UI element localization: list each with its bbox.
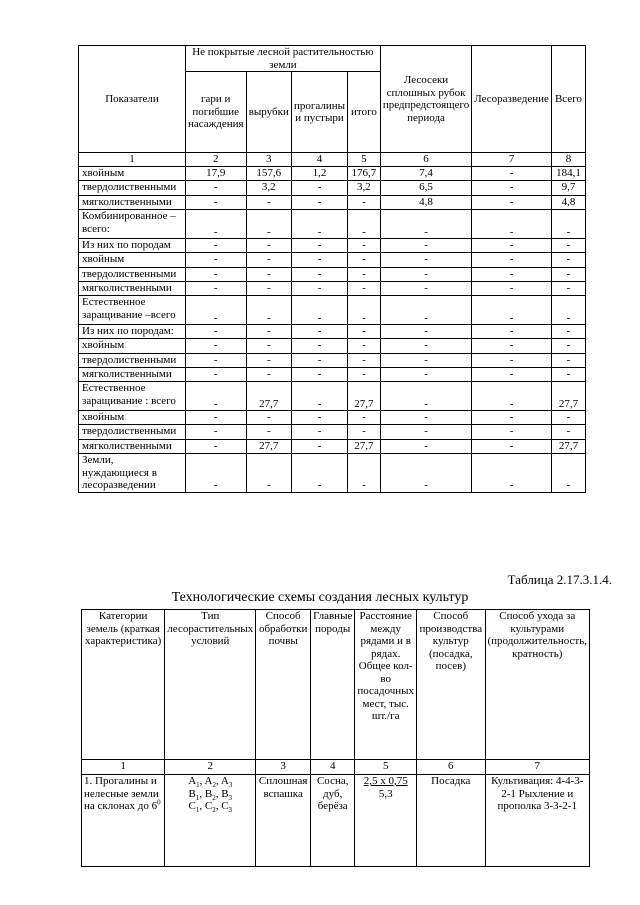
header-clearings: вырубки	[246, 72, 291, 153]
value-cell: -	[472, 268, 552, 282]
value-cell: -	[380, 325, 471, 339]
value-cell: -	[292, 239, 348, 253]
table-row	[79, 196, 586, 210]
table-row	[79, 411, 586, 425]
value-cell: -	[472, 440, 552, 454]
column-number: 6	[380, 153, 471, 167]
value-cell: -	[348, 411, 381, 425]
value-cell: 9,7	[551, 181, 585, 196]
row-label: мягколиственными	[79, 196, 186, 210]
row-label: Из них по породам:	[79, 325, 186, 339]
spacing-value: 2,5 х 0,75	[363, 775, 408, 787]
table-row	[79, 253, 586, 268]
value-cell: -	[292, 339, 348, 354]
value-cell: -	[380, 425, 471, 440]
row-label: мягколиственными	[79, 440, 186, 454]
value-cell: -	[472, 296, 552, 325]
value-cell: -	[292, 282, 348, 296]
value-cell: -	[380, 296, 471, 325]
value-cell: 157,6	[246, 167, 291, 181]
header-spacing: Расстояние между рядами и в рядах. Общее кол-во посадочных мест, тыс. шт./га	[355, 610, 417, 760]
header-care-method: Способ ухода за культурами (продолжительность, кратность)	[485, 610, 590, 760]
site-type-letter: A	[188, 775, 197, 787]
column-numbers-row	[79, 153, 586, 167]
header-main-species: Главные породы	[311, 610, 355, 760]
value-cell: -	[292, 196, 348, 210]
value-cell: -	[348, 454, 381, 493]
site-type-code	[188, 775, 200, 790]
value-cell: -	[472, 425, 552, 440]
value-cell: -	[292, 382, 348, 411]
value-cell: 3,2	[348, 181, 381, 196]
value-cell: -	[380, 210, 471, 239]
value-cell: -	[246, 253, 291, 268]
value-cell: -	[185, 196, 246, 210]
value-cell: -	[380, 354, 471, 368]
value-cell: -	[380, 382, 471, 411]
header-soil-treatment: Способ обработки почвы	[256, 610, 311, 760]
value-cell: -	[380, 454, 471, 493]
value-cell: -	[348, 368, 381, 382]
header-planting-method: Способ производства культур (посадка, посев)	[417, 610, 485, 760]
value-cell: -	[348, 253, 381, 268]
value-cell: -	[472, 339, 552, 354]
row-label: хвойным	[79, 339, 186, 354]
header-burns: гари и погибшие насаждения	[185, 72, 246, 153]
value-cell: -	[472, 368, 552, 382]
value-cell: -	[185, 382, 246, 411]
soil-treatment-cell: Сплошная вспашка	[256, 775, 311, 867]
row-label: твердолиственными	[79, 354, 186, 368]
site-type-letter: B	[188, 787, 196, 800]
value-cell: -	[246, 368, 291, 382]
table-row	[79, 339, 586, 354]
value-cell: 27,7	[246, 382, 291, 411]
value-cell: 184,1	[551, 167, 585, 181]
value-cell: 27,7	[551, 440, 585, 454]
value-cell: -	[348, 282, 381, 296]
column-number: 7	[485, 760, 590, 775]
value-cell: -	[551, 339, 585, 354]
value-cell: -	[472, 253, 552, 268]
value-cell: -	[472, 196, 552, 210]
value-cell: -	[551, 268, 585, 282]
column-number: 7	[472, 153, 552, 167]
value-cell: 6,5	[380, 181, 471, 196]
header-afforestation: Лесоразведение	[472, 46, 552, 153]
value-cell: -	[185, 268, 246, 282]
value-cell: -	[185, 210, 246, 239]
value-cell: -	[246, 210, 291, 239]
value-cell: -	[292, 454, 348, 493]
column-number: 8	[551, 153, 585, 167]
value-cell: -	[246, 411, 291, 425]
value-cell: -	[472, 325, 552, 339]
value-cell: -	[292, 425, 348, 440]
value-cell: 1,2	[292, 167, 348, 181]
value-cell: -	[380, 440, 471, 454]
value-cell: -	[185, 325, 246, 339]
row-label: Естественное заращивание : всего	[79, 382, 186, 411]
site-type-index: 1	[195, 806, 200, 815]
value-cell: -	[380, 411, 471, 425]
degree-superscript: 0	[157, 798, 161, 807]
table-row	[79, 210, 586, 239]
value-cell: -	[185, 440, 246, 454]
header-total: Всего	[551, 46, 585, 153]
land-category-cell	[82, 775, 165, 867]
value-cell: 7,4	[380, 167, 471, 181]
table-row	[79, 239, 586, 253]
row-label: твердолиственными	[79, 268, 186, 282]
value-cell: -	[472, 181, 552, 196]
main-species-cell: Сосна, дуб, берёза	[311, 775, 355, 867]
value-cell: -	[246, 454, 291, 493]
value-cell: -	[185, 411, 246, 425]
column-number: 4	[292, 153, 348, 167]
site-type-code	[221, 788, 232, 800]
value-cell: -	[246, 325, 291, 339]
site-type-letter: C	[204, 800, 213, 812]
value-cell: -	[292, 268, 348, 282]
value-cell: -	[348, 210, 381, 239]
value-cell: -	[348, 239, 381, 253]
value-cell: -	[551, 239, 585, 253]
column-number: 5	[355, 760, 417, 775]
value-cell: 27,7	[348, 382, 381, 411]
site-type-code	[189, 788, 200, 800]
table-row	[79, 440, 586, 454]
header-glades: прогалины и пустыри	[292, 72, 348, 153]
column-number: 3	[256, 760, 311, 775]
row-label: Из них по породам	[79, 239, 186, 253]
value-cell: -	[380, 239, 471, 253]
value-cell: 27,7	[551, 382, 585, 411]
table-row	[79, 268, 586, 282]
value-cell: -	[185, 239, 246, 253]
site-type-letter: C	[188, 800, 196, 812]
value-cell: -	[472, 282, 552, 296]
value-cell: -	[348, 268, 381, 282]
value-cell: -	[551, 325, 585, 339]
value-cell: -	[551, 253, 585, 268]
value-cell: -	[472, 411, 552, 425]
value-cell: -	[380, 268, 471, 282]
value-cell: 4,8	[551, 196, 585, 210]
value-cell: -	[551, 454, 585, 493]
value-cell: -	[551, 282, 585, 296]
technology-schemes-table	[81, 609, 590, 867]
row-label: Комбинированное – всего:	[79, 210, 186, 239]
table-row	[82, 775, 590, 867]
row-label: Земли, нуждающиеся в лесоразведении	[79, 454, 186, 493]
column-number: 2	[185, 153, 246, 167]
value-cell: -	[348, 325, 381, 339]
table-row	[79, 368, 586, 382]
planting-method-cell: Посадка	[417, 775, 485, 867]
site-type-letter: A	[204, 775, 213, 787]
value-cell: 4,8	[380, 196, 471, 210]
value-cell: -	[472, 210, 552, 239]
row-label: хвойным	[79, 411, 186, 425]
site-type-index: 3	[228, 793, 233, 802]
site-type-index: 2	[212, 793, 216, 802]
header-indicators: Показатели	[79, 46, 186, 153]
value-cell: -	[185, 282, 246, 296]
table-row	[79, 282, 586, 296]
value-cell: -	[472, 167, 552, 181]
value-cell: -	[292, 411, 348, 425]
site-type-code	[188, 800, 200, 815]
value-cell: -	[292, 325, 348, 339]
value-cell: -	[185, 339, 246, 354]
value-cell: -	[185, 181, 246, 196]
site-type-index: 2	[212, 806, 216, 815]
value-cell: 176,7	[348, 167, 381, 181]
column-number: 4	[311, 760, 355, 775]
column-number: 1	[82, 760, 165, 775]
value-cell: -	[185, 354, 246, 368]
site-types-cell: $A_1$, $A_2$, $A_3$ $B_1$, $B_2$, $B_3$ $C_1$, $C_2$, $C_3$	[165, 775, 256, 867]
value-cell: -	[551, 354, 585, 368]
site-type-letter: C	[221, 800, 229, 812]
value-cell: -	[551, 210, 585, 239]
care-method-cell: Культивация: 4-4-3-2-1 Рыхление и прополка 3-3-2-1	[485, 775, 590, 867]
value-cell: -	[185, 368, 246, 382]
site-type-letter: B	[221, 787, 229, 800]
value-cell: 27,7	[348, 440, 381, 454]
column-number: 2	[165, 760, 256, 775]
value-cell: -	[472, 454, 552, 493]
value-cell: -	[551, 296, 585, 325]
column-number: 1	[79, 153, 186, 167]
value-cell: -	[246, 339, 291, 354]
header-land-category: Категории земель (краткая характеристика)	[82, 610, 165, 760]
value-cell: -	[380, 339, 471, 354]
value-cell: -	[246, 425, 291, 440]
value-cell: -	[246, 354, 291, 368]
row-label: твердолиственными	[79, 181, 186, 196]
value-cell: -	[292, 181, 348, 196]
site-type-code	[204, 775, 216, 790]
table-row	[79, 425, 586, 440]
table-row	[79, 325, 586, 339]
value-cell: -	[292, 296, 348, 325]
value-cell: -	[348, 425, 381, 440]
column-number: 3	[246, 153, 291, 167]
value-cell: -	[246, 268, 291, 282]
header-uncovered-lands: Не покрытые лесной растительностью земли	[185, 46, 380, 72]
header-subtotal: итого	[348, 72, 381, 153]
table-row	[79, 181, 586, 196]
site-type-index: 3	[228, 781, 233, 790]
row-label: Естественное заращивание –всего	[79, 296, 186, 325]
value-cell: -	[185, 253, 246, 268]
site-type-code	[205, 788, 216, 800]
value-cell: -	[472, 382, 552, 411]
value-cell: -	[348, 354, 381, 368]
site-type-letter: A	[220, 775, 229, 787]
row-label: мягколиственными	[79, 368, 186, 382]
site-type-letter: B	[204, 787, 213, 800]
land-category-text: 1. Прогалины и нелесные земли на склонах до 6	[84, 775, 159, 812]
site-type-code	[221, 800, 233, 815]
row-label: хвойным	[79, 253, 186, 268]
table-row	[79, 167, 586, 181]
value-cell: -	[380, 282, 471, 296]
value-cell: -	[348, 196, 381, 210]
row-label: твердолиственными	[79, 425, 186, 440]
value-cell: -	[380, 368, 471, 382]
value-cell: 17,9	[185, 167, 246, 181]
value-cell: -	[472, 354, 552, 368]
value-cell: -	[246, 239, 291, 253]
site-type-index: 1	[195, 793, 200, 802]
value-cell: -	[472, 239, 552, 253]
column-number: 6	[417, 760, 485, 775]
value-cell: -	[246, 296, 291, 325]
value-cell: -	[551, 411, 585, 425]
column-number: 5	[348, 153, 381, 167]
row-label: хвойным	[79, 167, 186, 181]
site-type-index: 2	[212, 781, 216, 790]
column-numbers-row	[82, 760, 590, 775]
land-categories-table	[78, 45, 586, 493]
table-row	[79, 454, 586, 493]
site-type-code	[204, 800, 216, 815]
planting-places-value: 5,3	[378, 787, 393, 800]
value-cell: -	[348, 339, 381, 354]
value-cell: -	[292, 210, 348, 239]
header-site-type: Тип лесорастительных условий	[165, 610, 256, 760]
value-cell: -	[292, 354, 348, 368]
table-row	[79, 354, 586, 368]
table-caption: Таблица 2.17.3.1.4.	[507, 572, 612, 587]
table-row	[79, 296, 586, 325]
value-cell: -	[246, 282, 291, 296]
header-clear-cuts: Лесосеки сплошных рубок предпредстоящего периода	[380, 46, 471, 153]
value-cell: 27,7	[246, 440, 291, 454]
site-type-index: 1	[196, 781, 200, 790]
value-cell: -	[380, 253, 471, 268]
spacing-cell	[355, 775, 417, 867]
value-cell: -	[348, 296, 381, 325]
value-cell: -	[292, 253, 348, 268]
table-row	[79, 382, 586, 411]
value-cell: -	[185, 454, 246, 493]
table-title: Технологические схемы создания лесных культур	[171, 590, 469, 605]
site-type-code	[220, 775, 233, 790]
value-cell: -	[246, 196, 291, 210]
value-cell: -	[292, 440, 348, 454]
value-cell: 3,2	[246, 181, 291, 196]
value-cell: -	[185, 296, 246, 325]
value-cell: -	[185, 425, 246, 440]
row-label: мягколиственными	[79, 282, 186, 296]
value-cell: -	[292, 368, 348, 382]
site-type-index: 3	[228, 806, 233, 815]
value-cell: -	[551, 425, 585, 440]
value-cell: -	[551, 368, 585, 382]
